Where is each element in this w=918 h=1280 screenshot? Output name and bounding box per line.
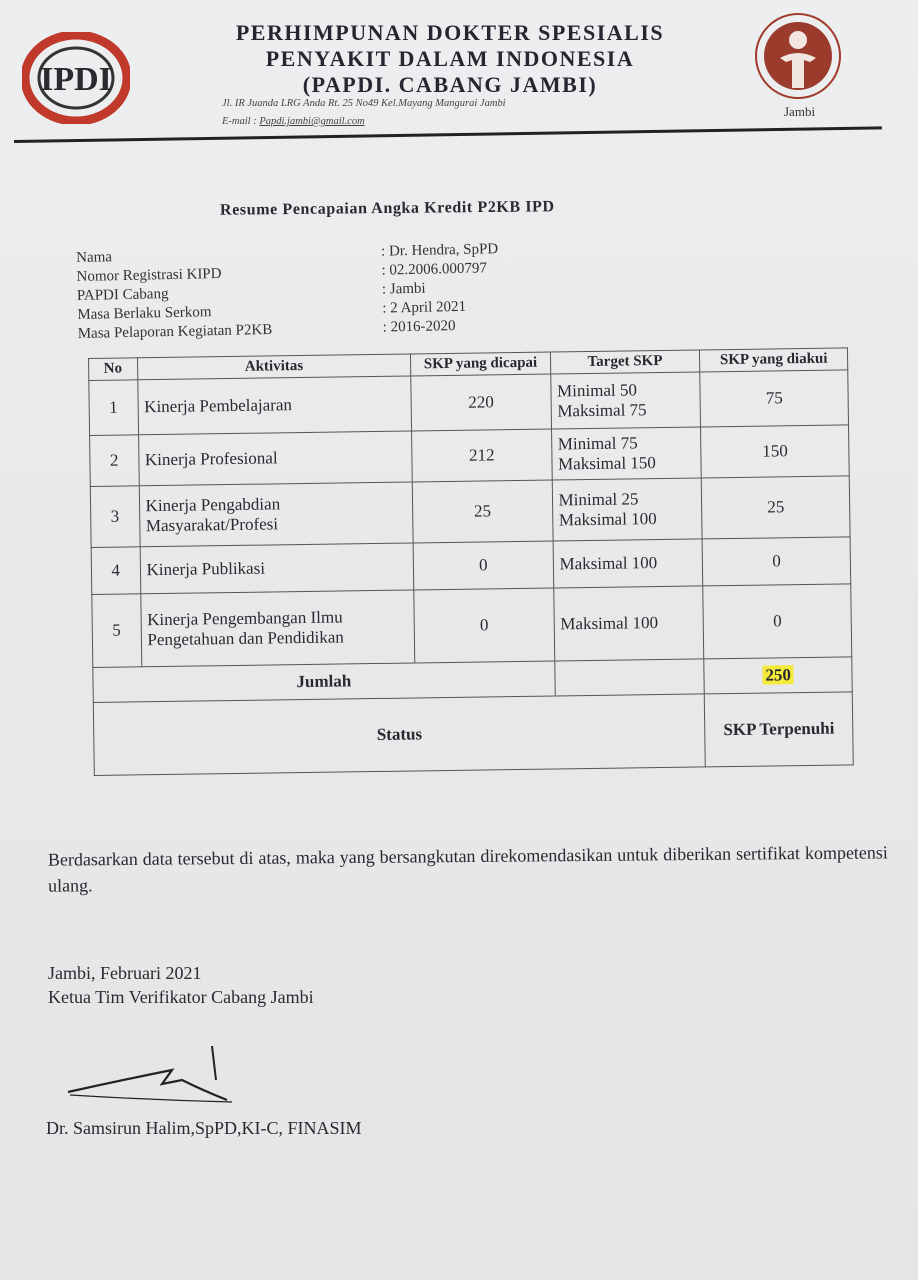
cell-skp: 212	[412, 429, 552, 482]
recommendation-paragraph: Berdasarkan data tersebut di atas, maka yang bersangkutan direkomendasikan untuk diberikan sertifikat kompetensi ulang.	[47, 842, 888, 896]
cell-diakui: 75	[700, 370, 848, 427]
org-line-3: (PAPDI. CABANG JAMBI)	[302, 72, 598, 97]
cell-diakui: 150	[701, 425, 849, 478]
info-label: Masa Pelaporan Kegiatan P2KB	[77, 321, 273, 342]
cell-target: Minimal 50 Maksimal 75	[550, 372, 700, 429]
info-block	[76, 241, 500, 345]
table-row	[92, 584, 852, 668]
cell-no: 4	[91, 547, 140, 595]
total-empty-cell	[554, 659, 704, 696]
total-value-cell	[704, 657, 852, 694]
cell-skp: 0	[414, 588, 554, 663]
info-label: Masa Berlaku Serkom	[77, 304, 212, 323]
ipdi-logo	[22, 32, 130, 124]
cell-no: 5	[92, 594, 142, 668]
handwritten-signature	[62, 1040, 242, 1110]
cell-target: Minimal 75 Maksimal 150	[551, 427, 701, 480]
info-label: Nomor Registrasi KIPD	[76, 265, 222, 285]
header-aktivitas: Aktivitas	[137, 354, 411, 380]
cell-target: Maksimal 100	[553, 586, 704, 661]
cell-aktivitas: Kinerja Pengembangan Ilmu Pengetahuan dan Pendidikan	[140, 590, 415, 667]
cell-aktivitas: Kinerja Profesional	[138, 431, 412, 486]
cell-diakui: 0	[703, 584, 852, 659]
header-target: Target SKP	[550, 350, 700, 374]
signer-name: Dr. Samsirun Halim,SpPD,KI-C, FINASIM	[46, 1118, 362, 1138]
org-line-1: PERHIMPUNAN DOKTER SPESIALIS	[235, 20, 665, 45]
place-date: Jambi, Februari 2021	[48, 963, 202, 983]
email-link[interactable]: Papdi.jambi@gmail.com	[259, 116, 365, 127]
status-value: SKP Terpenuhi	[705, 692, 854, 767]
cell-aktivitas: Kinerja Pembelajaran	[137, 376, 411, 435]
org-email	[222, 116, 365, 127]
header-no: No	[89, 358, 138, 381]
info-value: : 02.2006.000797	[381, 260, 488, 279]
signer-position: Ketua Tim Verifikator Cabang Jambi	[48, 987, 314, 1007]
table-row	[90, 476, 850, 548]
header-skp-diakui: SKP yang diakui	[700, 348, 848, 372]
cell-aktivitas: Kinerja Publikasi	[140, 543, 414, 594]
info-value: : 2016-2020	[382, 318, 456, 336]
total-label: Jumlah	[93, 661, 555, 702]
info-value: : 2 April 2021	[382, 298, 467, 317]
cell-aktivitas: Kinerja Pengabdian Masyarakat/Profesi	[139, 482, 413, 547]
cell-no: 2	[90, 435, 139, 487]
header-skp-dicapai: SKP yang dicapai	[411, 352, 551, 376]
logo-caption: Jambi	[784, 104, 816, 119]
cell-no: 1	[89, 380, 138, 436]
cell-skp: 25	[412, 480, 552, 543]
info-label: Nama	[76, 249, 113, 266]
email-label: E-mail :	[222, 116, 257, 127]
cell-target: Minimal 25 Maksimal 100	[552, 478, 703, 541]
org-address: Jl. IR Juanda LRG Anda Rt. 25 No49 Kel.Mayang Mangurai Jambi	[222, 98, 506, 109]
info-value: : Dr. Hendra, SpPD	[380, 241, 499, 260]
status-label: Status	[93, 694, 705, 776]
header-divider	[14, 126, 882, 143]
info-value: : Jambi	[381, 280, 426, 298]
cell-skp: 0	[413, 541, 553, 590]
status-row	[93, 692, 853, 776]
cell-target: Maksimal 100	[553, 539, 703, 588]
papdi-logo	[740, 10, 858, 102]
total-value: 250	[762, 665, 794, 684]
organization-name	[190, 20, 710, 98]
skp-table-wrapper	[88, 347, 854, 776]
cell-diakui: 0	[702, 537, 850, 586]
cell-skp: 220	[411, 374, 551, 431]
cell-no: 3	[90, 486, 139, 548]
document-title: Resume Pencapaian Angka Kredit P2KB IPD	[219, 198, 555, 219]
ipdi-logo-text: IPDI	[40, 61, 112, 98]
cell-diakui: 25	[702, 476, 851, 539]
org-line-2: PENYAKIT DALAM INDONESIA	[265, 46, 635, 71]
info-label: PAPDI Cabang	[76, 286, 169, 304]
skp-table	[88, 347, 854, 776]
